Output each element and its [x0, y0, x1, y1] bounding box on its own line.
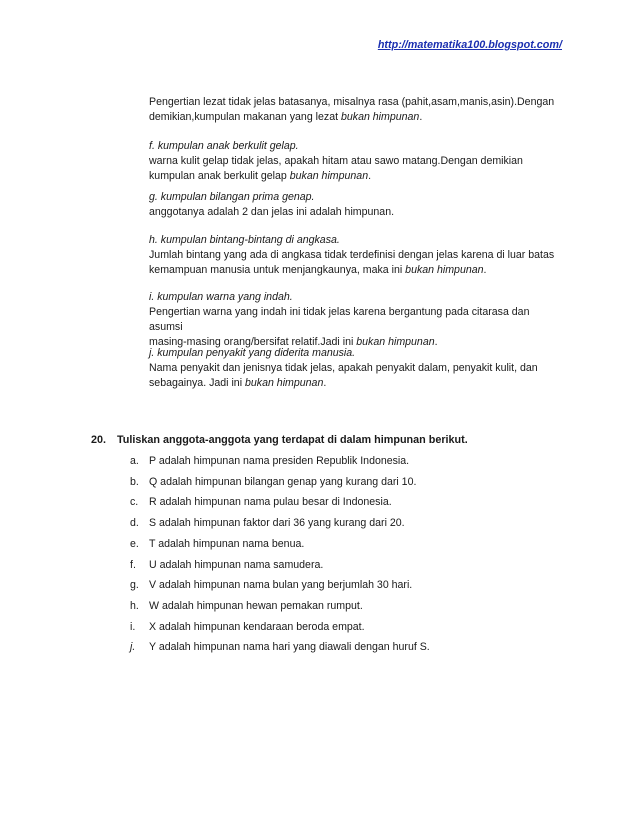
option-label: a. — [130, 455, 139, 467]
question-number: 20. — [91, 434, 107, 446]
option-text: V adalah himpunan nama bulan yang berjumlah 30 hari. — [149, 579, 413, 591]
option-a — [130, 454, 550, 469]
option-label: d. — [130, 517, 139, 529]
option-i — [130, 620, 550, 635]
option-label: e. — [130, 538, 139, 550]
option-text: S adalah himpunan faktor dari 36 yang kurang dari 20. — [149, 517, 405, 529]
intro-line-2: demikian,kumpulan makanan yang lezat bukan himpunan. — [149, 111, 423, 123]
item-g-last-line: anggotanya adalah 2 dan jelas ini adalah himpunan. — [149, 206, 395, 218]
option-text: W adalah himpunan hewan pemakan rumput. — [149, 600, 363, 612]
item-i-heading: i. kumpulan warna yang indah. — [149, 291, 293, 303]
option-label: i. — [130, 621, 136, 633]
intro-line-1: Pengertian lezat tidak jelas batasanya, misalnya rasa (pahit,asam,manis,asin).Dengan — [149, 96, 555, 108]
option-h — [130, 599, 550, 614]
item-j-heading: j. kumpulan penyakit yang diderita manusia. — [149, 347, 356, 359]
option-b — [130, 475, 550, 490]
blog-url-link[interactable]: http://matematika100.blogspot.com/ — [377, 39, 562, 51]
item-i-line: Pengertian warna yang indah ini tidak jelas karena bergantung pada citarasa dan asumsi — [149, 306, 530, 333]
option-label: g. — [130, 579, 139, 591]
item-i — [149, 290, 559, 350]
item-g-heading: g. kumpulan bilangan prima genap. — [149, 191, 315, 203]
item-f-heading: f. kumpulan anak berkulit gelap. — [149, 140, 299, 152]
intro-paragraph — [149, 95, 559, 125]
item-j-line: Nama penyakit dan jenisnya tidak jelas, apakah penyakit dalam, penyakit kulit, dan — [149, 362, 538, 374]
item-f — [149, 139, 559, 184]
option-text: P adalah himpunan nama presiden Republik Indonesia. — [149, 455, 410, 467]
option-text: R adalah himpunan nama pulau besar di Indonesia. — [149, 496, 392, 508]
option-f — [130, 558, 550, 573]
option-text: X adalah himpunan kendaraan beroda empat. — [149, 621, 365, 633]
item-f-line: warna kulit gelap tidak jelas, apakah hitam atau sawo matang.Dengan demikian — [149, 155, 523, 167]
item-h-last-line: kemampuan manusia untuk menjangkaunya, maka ini bukan himpunan. — [149, 264, 487, 276]
question-20-heading — [91, 433, 468, 448]
option-label: j. — [130, 641, 136, 653]
question-text: Tuliskan anggota-anggota yang terdapat di dalam himpunan berikut. — [117, 434, 468, 446]
option-label: f. — [130, 559, 136, 571]
option-label: h. — [130, 600, 139, 612]
item-h-heading: h. kumpulan bintang-bintang di angkasa. — [149, 234, 340, 246]
item-i-last-line: masing-masing orang/bersifat relatif.Jadi ini bukan himpunan. — [149, 336, 438, 348]
option-g — [130, 578, 550, 593]
item-h — [149, 233, 559, 278]
item-j-last-line: sebagainya. Jadi ini bukan himpunan. — [149, 377, 327, 389]
option-text: T adalah himpunan nama benua. — [149, 538, 305, 550]
item-h-line: Jumlah bintang yang ada di angkasa tidak terdefinisi dengan jelas karena di luar batas — [149, 249, 555, 261]
item-f-last-line: kumpulan anak berkulit gelap bukan himpunan. — [149, 170, 372, 182]
option-c — [130, 495, 550, 510]
option-text: Q adalah himpunan bilangan genap yang kurang dari 10. — [149, 476, 417, 488]
option-text: Y adalah himpunan nama hari yang diawali dengan huruf S. — [149, 641, 430, 653]
option-e — [130, 537, 550, 552]
item-g — [149, 190, 559, 220]
item-j — [149, 346, 559, 391]
option-label: c. — [130, 496, 139, 508]
option-j — [130, 640, 550, 655]
option-d — [130, 516, 550, 531]
option-text: U adalah himpunan nama samudera. — [149, 559, 324, 571]
option-label: b. — [130, 476, 139, 488]
